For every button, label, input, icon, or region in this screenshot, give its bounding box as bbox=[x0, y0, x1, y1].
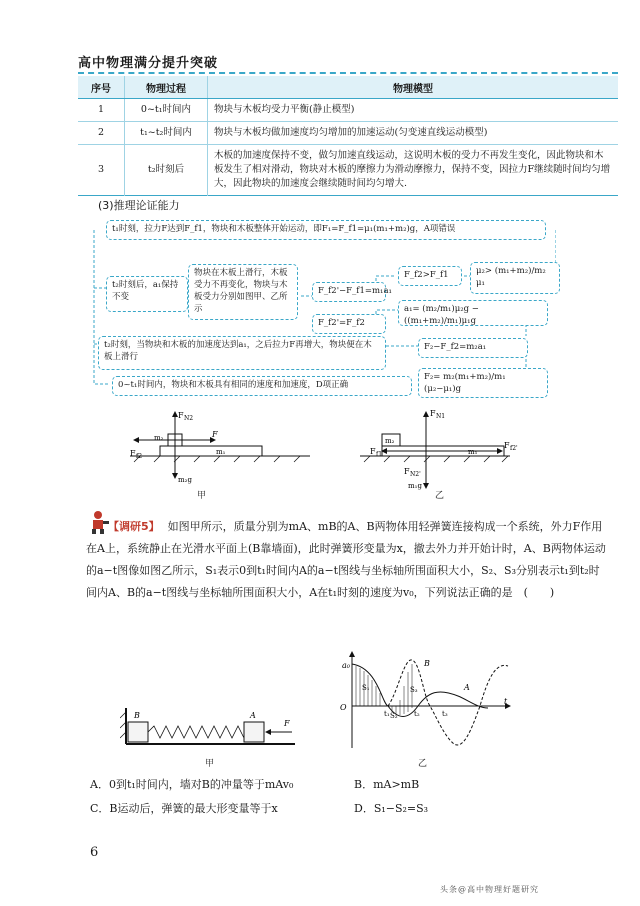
svg-text:m₁: m₁ bbox=[468, 448, 478, 456]
spring-figure-jia bbox=[120, 700, 300, 752]
svg-text:F: F bbox=[130, 449, 136, 458]
svg-text:t: t bbox=[504, 697, 508, 706]
table-row bbox=[78, 145, 618, 196]
cell-no: 3 bbox=[78, 145, 125, 196]
svg-text:F: F bbox=[212, 430, 218, 439]
page-number: 6 bbox=[90, 845, 99, 860]
svg-text:B: B bbox=[134, 711, 140, 720]
flow-box-eq2: F_f2'=F_f2 bbox=[312, 314, 386, 334]
svg-text:O: O bbox=[340, 703, 347, 712]
svg-text:m₂g: m₂g bbox=[178, 476, 192, 484]
force-diagrams bbox=[120, 404, 540, 496]
question-tag: 【调研5】 bbox=[108, 520, 160, 533]
process-model-table bbox=[78, 76, 618, 196]
question-text: 如图甲所示，质量分别为mA、mB的A、B两物体用轻弹簧连接构成一个系统，外力F作用在A上，系统静止在光滑水平面上(B靠墙面)，此时弹簧形变量为x，撤去外力并开始计时，A、B两物体运动的a−t图像如图乙所示，S₁表示0到t₁时间内A的a−t图线与坐标轴所围面积大小，S₂、S₃分别表示t₁到t₂时间内A、B的a−t图线与坐标轴所围面积大小，A在t₁时刻的速度为v₀，下列说法正确的是 ( ) bbox=[86, 520, 606, 599]
a-t-graph-yi bbox=[338, 648, 518, 754]
svg-text:S₃: S₃ bbox=[410, 686, 418, 694]
col-header-model: 物理模型 bbox=[208, 76, 619, 99]
cell-model: 木板的加速度保持不变，做匀加速直线运动，这说明木板的受力不再发生变化，因此物块和木板发生了相对滑动，物块对木板的摩擦力为滑动摩擦力，保持不变，因拉力F继续随时间均匀增大，因此物块的加速度会继续随时间均匀增大. bbox=[208, 145, 619, 196]
figure-label-yi-2: 乙 bbox=[418, 759, 428, 769]
header-divider bbox=[78, 72, 618, 74]
page-header-title: 高中物理满分提升突破 bbox=[78, 56, 219, 71]
flow-box-t2: t₂时刻，当物块和木板的加速度达到a₁，之后拉力F再增大，物块便在木板上滑行 bbox=[98, 336, 386, 370]
figure-label-jia: 甲 bbox=[197, 491, 207, 501]
svg-text:f2': f2' bbox=[510, 445, 518, 452]
svg-text:f2: f2 bbox=[136, 453, 143, 460]
svg-text:f1: f1 bbox=[376, 451, 383, 458]
diagram-jia bbox=[130, 411, 310, 484]
flow-box-top: t₁时刻，拉力F达到F_f1，物块和木板整体开始运动，即F₁=F_f1=μ₁(m₁+m₂)g，A项错误 bbox=[106, 220, 546, 240]
flow-box-mid: 物块在木板上滑行，木板受力不再变化，物块与木板受力分别如图甲、乙所示 bbox=[188, 264, 298, 320]
cell-process: t₂时刻后 bbox=[125, 145, 208, 196]
cell-process: 0~t₁时间内 bbox=[125, 99, 208, 122]
watermark: 头条@高中物理好题研究 bbox=[440, 885, 539, 894]
svg-text:A: A bbox=[464, 683, 470, 692]
flow-box-bottom: 0~t₁时间内，物块和木板具有相同的速度和加速度，D项正确 bbox=[112, 376, 412, 396]
svg-text:N2': N2' bbox=[410, 471, 421, 478]
svg-text:t₂: t₂ bbox=[414, 710, 420, 718]
option-d[interactable]: D．S₁−S₂=S₃ bbox=[354, 802, 429, 815]
flow-box-left: t₂时刻后，a₁保持不变 bbox=[106, 276, 188, 312]
svg-text:N2: N2 bbox=[184, 415, 194, 422]
option-b[interactable]: B．mA>mB bbox=[354, 778, 420, 791]
figure-label-yi: 乙 bbox=[435, 491, 445, 501]
figure-label-jia-2: 甲 bbox=[205, 759, 215, 769]
svg-text:F: F bbox=[404, 467, 410, 476]
svg-text:S₁: S₁ bbox=[362, 684, 370, 692]
svg-text:m₂: m₂ bbox=[154, 434, 164, 442]
svg-text:F: F bbox=[284, 719, 290, 728]
table-row bbox=[78, 99, 618, 122]
flow-box-f2eq: F₂−F_f2=m₂a₁ bbox=[418, 338, 528, 358]
col-header-process: 物理过程 bbox=[125, 76, 208, 99]
flow-box-mu: μ₂> (m₁+m₂)/m₂ μ₁ bbox=[470, 262, 560, 294]
col-header-no: 序号 bbox=[78, 76, 125, 99]
svg-text:F: F bbox=[178, 411, 184, 420]
diagram-yi bbox=[360, 409, 518, 490]
svg-text:m₂: m₂ bbox=[385, 437, 395, 445]
flow-box-F2: F₂= m₂(m₁+m₂)/m₁ (μ₂−μ₁)g bbox=[418, 368, 548, 398]
option-c[interactable]: C．B运动后，弹簧的最大形变量等于x bbox=[90, 802, 278, 815]
table-row bbox=[78, 122, 618, 145]
svg-text:t₃: t₃ bbox=[442, 710, 448, 718]
svg-text:m₁g: m₁g bbox=[408, 482, 422, 490]
svg-text:S₂: S₂ bbox=[390, 712, 398, 720]
svg-text:t₁: t₁ bbox=[384, 710, 390, 718]
cell-no: 2 bbox=[78, 122, 125, 145]
svg-text:B: B bbox=[424, 659, 430, 668]
cell-no: 1 bbox=[78, 99, 125, 122]
svg-text:F: F bbox=[504, 441, 510, 450]
flow-box-compare: F_f2>F_f1 bbox=[398, 266, 462, 286]
option-a[interactable]: A．0到t₁时间内，墙对B的冲量等于mAv₀ bbox=[90, 778, 294, 791]
cell-model: 物块与木板均受力平衡(静止模型) bbox=[208, 99, 619, 122]
question-block bbox=[86, 516, 608, 604]
svg-text:A: A bbox=[250, 711, 256, 720]
section-title: (3)推理论证能力 bbox=[98, 199, 180, 212]
svg-text:a₀: a₀ bbox=[342, 661, 350, 670]
svg-text:F: F bbox=[430, 409, 436, 418]
flow-box-eq1: F_f2'−F_f1=m₁a₁ bbox=[312, 282, 386, 302]
svg-text:N1: N1 bbox=[436, 413, 446, 420]
table-header-row bbox=[78, 76, 618, 99]
cell-model: 物块与木板均做加速度均匀增加的加速运动(匀变速直线运动模型) bbox=[208, 122, 619, 145]
flow-box-a1: a₁= (m₂/m₁)μ₂g − ((m₁+m₂)/m₁)μ₁g bbox=[398, 300, 548, 326]
svg-text:F: F bbox=[370, 447, 376, 456]
svg-text:m₁: m₁ bbox=[216, 448, 226, 456]
cell-process: t₁~t₂时间内 bbox=[125, 122, 208, 145]
